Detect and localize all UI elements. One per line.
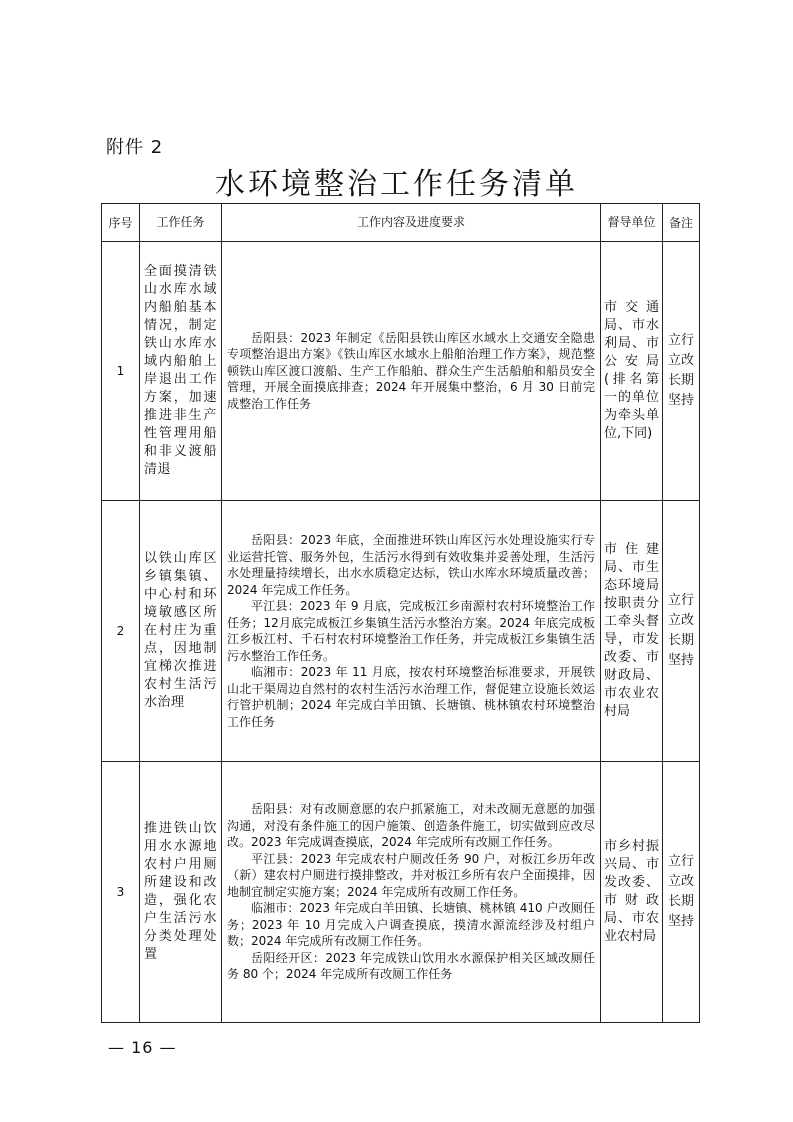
- row-task: 推进铁山饮用水水源地农村户用厕所建设和改造，强化农户生活污水分类处理处置: [140, 762, 222, 1023]
- table-row: [102, 501, 700, 762]
- header-unit: 督导单位: [601, 204, 663, 242]
- row-unit: 市乡村振兴局、市发改委、市财政局、市农业农村局: [601, 762, 663, 1023]
- row-seq: 1: [102, 242, 140, 501]
- row-unit: 市交通局、市水利局、市公安局(排名第一的单位为牵头单位,下同): [601, 242, 663, 501]
- row-content: [222, 501, 601, 762]
- content-paragraph: 平江县：2023 年完成农村户厕改任务 90 户，对板江乡历年改（新）建农村户厕进行摸排整改，并对板江乡所有农户全面摸排，因地制宜制定实施方案；2024 年完成所有改厕工作任务。: [227, 851, 595, 899]
- content-paragraph: 临湘市：2023 年 11 月底，按农村环境整治标准要求，开展铁山北干渠周边自然村的农村生活污水治理工作，督促建立设施长效运行管护机制；2024 年完成白羊田镇、长塘镇、桃林镇农村环境整治工作任务: [227, 665, 595, 729]
- row-note: 立行立改长期坚持: [663, 501, 700, 762]
- row-task: 以铁山库区乡镇集镇、中心村和环境敏感区所在村庄为重点，因地制宜梯次推进农村生活污水治理: [140, 501, 222, 762]
- row-seq: 3: [102, 762, 140, 1023]
- attachment-label: 附件 2: [106, 137, 164, 158]
- content-paragraph: 岳阳经开区：2023 年完成铁山饮用水水源保护相关区域改厕任务 80 个；2024 年完成所有改厕工作任务: [227, 950, 595, 982]
- row-content: [222, 242, 601, 501]
- table-header-row: [102, 204, 700, 242]
- header-task: 工作任务: [140, 204, 222, 242]
- header-content: 工作内容及进度要求: [222, 204, 601, 242]
- row-note: 立行立改长期坚持: [663, 242, 700, 501]
- row-unit: 市住建局、市生态环境局按职责分工牵头督导，市发改委、市财政局、市农业农村局: [601, 501, 663, 762]
- content-paragraph: 岳阳县：2023 年底，全面推进环铁山库区污水处理设施实行专业运营托管、服务外包，生活污水得到有效收集并妥善处理，生活污水处理量持续增长，出水水质稳定达标，铁山水库水环境质量改善；2024 年完成工作任务。: [227, 533, 595, 597]
- header-seq: 序号: [102, 204, 140, 242]
- page-number: — 16 —: [108, 1038, 177, 1057]
- content-paragraph: 岳阳县：2023 年制定《岳阳县铁山库区水域水上交通安全隐患专项整治退出方案》《铁山库区水域水上船舶治理工作方案》，规范整顿铁山库区渡口渡船、生产工作船舶、群众生产生活船舶和船员安全管理，开展全面摸底排查；2024 年开展集中整治，6 月 30 日前完成整治工作任务: [227, 330, 595, 411]
- content-paragraph: 平江县：2023 年 9 月底，完成板江乡南源村农村环境整治工作任务；12月底完成板江乡集镇生活污水整治方案。2024 年底完成板江乡板江村、千石村农村环境整治工作任务，并完成板江乡集镇生活污水整治工作任务。: [227, 599, 595, 663]
- header-note: 备注: [663, 204, 700, 242]
- content-paragraph: 临湘市：2023 年完成白羊田镇、长塘镇、桃林镇 410 户改厕任务；2023 年 10 月完成入户调查摸底，摸清水源流经涉及村组户数；2024 年完成所有改厕工作任务。: [227, 901, 595, 949]
- row-content: [222, 762, 601, 1023]
- table-row: [102, 242, 700, 501]
- document-title: 水环境整治工作任务清单: [215, 167, 578, 202]
- row-seq: 2: [102, 501, 140, 762]
- row-task: 全面摸清铁山水库水域内船舶基本情况，制定铁山水库水域内船舶上岸退出工作方案，加速推进非生产性管理用船和非义渡船清退: [140, 242, 222, 501]
- content-paragraph: 岳阳县：对有改厕意愿的农户抓紧施工，对未改厕无意愿的加强沟通，对没有条件施工的因户施策、创造条件施工，切实做到应改尽改。2023 年完成调查摸底，2024 年完成所有改厕工作任务。: [227, 802, 595, 850]
- row-note: 立行立改长期坚持: [663, 762, 700, 1023]
- table-row: [102, 762, 700, 1023]
- task-table: [101, 203, 700, 1023]
